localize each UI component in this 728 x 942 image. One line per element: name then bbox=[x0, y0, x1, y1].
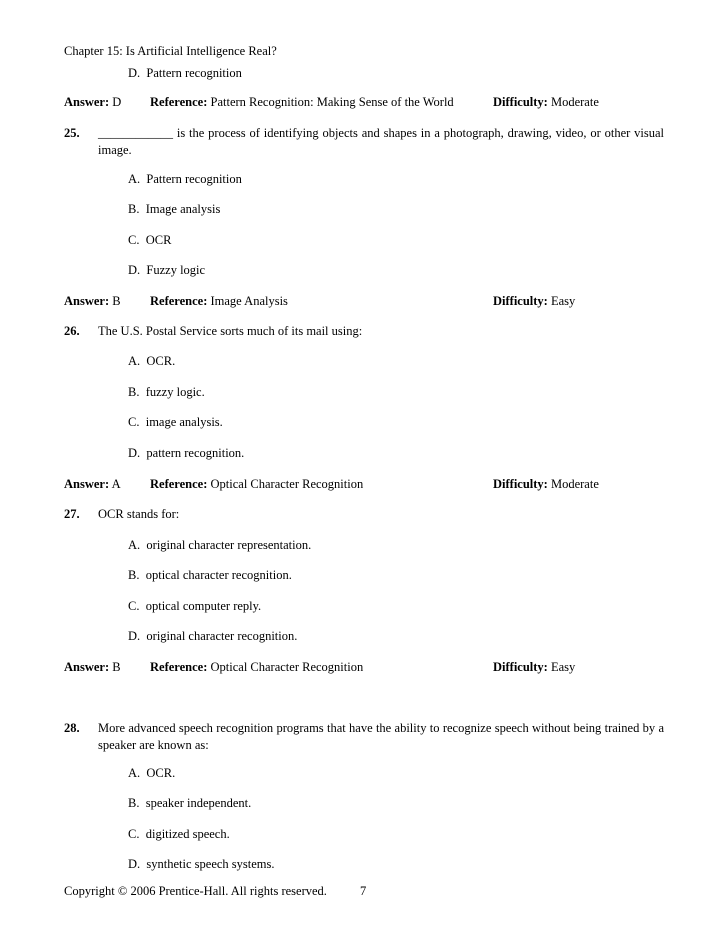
option-letter: A. bbox=[128, 538, 141, 552]
question-number: 28. bbox=[64, 721, 80, 735]
option-c bbox=[128, 827, 230, 842]
question-text: The U.S. Postal Service sorts much of its mail using: bbox=[98, 324, 363, 338]
reference bbox=[150, 660, 363, 675]
reference bbox=[150, 95, 454, 110]
answer-value: B bbox=[112, 294, 121, 308]
answer-value: A bbox=[111, 477, 121, 491]
option-d bbox=[128, 857, 275, 872]
difficulty-value: Easy bbox=[550, 660, 576, 674]
option-a bbox=[128, 538, 311, 553]
option-text: original character representation. bbox=[146, 538, 312, 552]
option-text: image analysis. bbox=[145, 415, 223, 429]
option-text: digitized speech. bbox=[145, 827, 230, 841]
reference-label: Reference: bbox=[150, 95, 208, 109]
option-a bbox=[128, 354, 175, 369]
reference-value: Optical Character Recognition bbox=[210, 660, 364, 674]
option-letter: D. bbox=[128, 446, 141, 460]
option-text: Image analysis bbox=[145, 202, 221, 216]
option-letter: D. bbox=[128, 66, 141, 80]
option-b bbox=[128, 385, 205, 400]
option-b bbox=[128, 202, 220, 217]
difficulty-label: Difficulty: bbox=[493, 660, 548, 674]
option-a bbox=[128, 172, 242, 187]
question-text: ____________ is the process of identifying objects and shapes in a photograph, drawing, video, or other visual image. bbox=[98, 126, 664, 157]
option-text: OCR. bbox=[146, 766, 176, 780]
option-letter: A. bbox=[128, 766, 141, 780]
reference-label: Reference: bbox=[150, 294, 208, 308]
option-text: OCR. bbox=[146, 354, 176, 368]
answer bbox=[64, 294, 121, 309]
difficulty bbox=[493, 294, 575, 309]
option-b bbox=[128, 568, 292, 583]
reference-value: Image Analysis bbox=[210, 294, 288, 308]
option-d bbox=[128, 629, 297, 644]
chapter-header: Chapter 15: Is Artificial Intelligence Real? bbox=[64, 44, 277, 58]
option-a bbox=[128, 766, 175, 781]
option-text: synthetic speech systems. bbox=[146, 857, 275, 871]
reference-value: Optical Character Recognition bbox=[210, 477, 364, 491]
option-text: original character recognition. bbox=[146, 629, 298, 643]
difficulty-label: Difficulty: bbox=[493, 294, 548, 308]
option-letter: C. bbox=[128, 415, 140, 429]
answer bbox=[64, 660, 121, 675]
option-letter: C. bbox=[128, 233, 140, 247]
page-number: 7 bbox=[360, 884, 367, 898]
option-letter: B. bbox=[128, 568, 140, 582]
answer-label: Answer: bbox=[64, 95, 110, 109]
option-text: fuzzy logic. bbox=[145, 385, 205, 399]
option-text: speaker independent. bbox=[145, 796, 252, 810]
question-text: OCR stands for: bbox=[98, 507, 180, 521]
reference-value: Pattern Recognition: Making Sense of the World bbox=[210, 95, 454, 109]
option-letter: C. bbox=[128, 827, 140, 841]
reference bbox=[150, 294, 288, 309]
difficulty-value: Moderate bbox=[550, 95, 599, 109]
answer-value: D bbox=[112, 95, 122, 109]
question-text: More advanced speech recognition programs that have the ability to recognize speech without being trained by a speaker are known as: bbox=[98, 721, 664, 752]
answer bbox=[64, 95, 121, 110]
option-letter: B. bbox=[128, 202, 140, 216]
option-text: Fuzzy logic bbox=[146, 263, 206, 277]
option-d bbox=[128, 66, 242, 81]
option-letter: D. bbox=[128, 857, 141, 871]
option-b bbox=[128, 796, 251, 811]
option-letter: B. bbox=[128, 796, 140, 810]
question-number: 27. bbox=[64, 507, 80, 521]
question-number: 25. bbox=[64, 126, 80, 140]
option-letter: B. bbox=[128, 385, 140, 399]
answer-value: B bbox=[112, 660, 121, 674]
difficulty bbox=[493, 477, 599, 492]
option-d bbox=[128, 446, 244, 461]
answer-label: Answer: bbox=[64, 660, 110, 674]
difficulty-value: Moderate bbox=[550, 477, 599, 491]
difficulty bbox=[493, 660, 575, 675]
reference bbox=[150, 477, 363, 492]
answer bbox=[64, 477, 121, 492]
difficulty-label: Difficulty: bbox=[493, 477, 548, 491]
option-letter: D. bbox=[128, 263, 141, 277]
reference-label: Reference: bbox=[150, 477, 208, 491]
copyright-footer: Copyright © 2006 Prentice-Hall. All rights reserved. bbox=[64, 884, 327, 898]
option-text: optical character recognition. bbox=[145, 568, 292, 582]
option-c bbox=[128, 415, 223, 430]
difficulty-label: Difficulty: bbox=[493, 95, 548, 109]
option-text: Pattern recognition bbox=[146, 66, 242, 80]
option-text: Pattern recognition bbox=[146, 172, 242, 186]
option-letter: A. bbox=[128, 172, 141, 186]
option-letter: D. bbox=[128, 629, 141, 643]
reference-label: Reference: bbox=[150, 660, 208, 674]
option-text: OCR bbox=[145, 233, 172, 247]
difficulty bbox=[493, 95, 599, 110]
option-d bbox=[128, 263, 205, 278]
answer-label: Answer: bbox=[64, 477, 110, 491]
difficulty-value: Easy bbox=[550, 294, 576, 308]
option-text: pattern recognition. bbox=[146, 446, 245, 460]
option-letter: C. bbox=[128, 599, 140, 613]
option-letter: A. bbox=[128, 354, 141, 368]
option-text: optical computer reply. bbox=[145, 599, 262, 613]
option-c bbox=[128, 599, 261, 614]
question-number: 26. bbox=[64, 324, 80, 338]
option-c bbox=[128, 233, 171, 248]
answer-label: Answer: bbox=[64, 294, 110, 308]
